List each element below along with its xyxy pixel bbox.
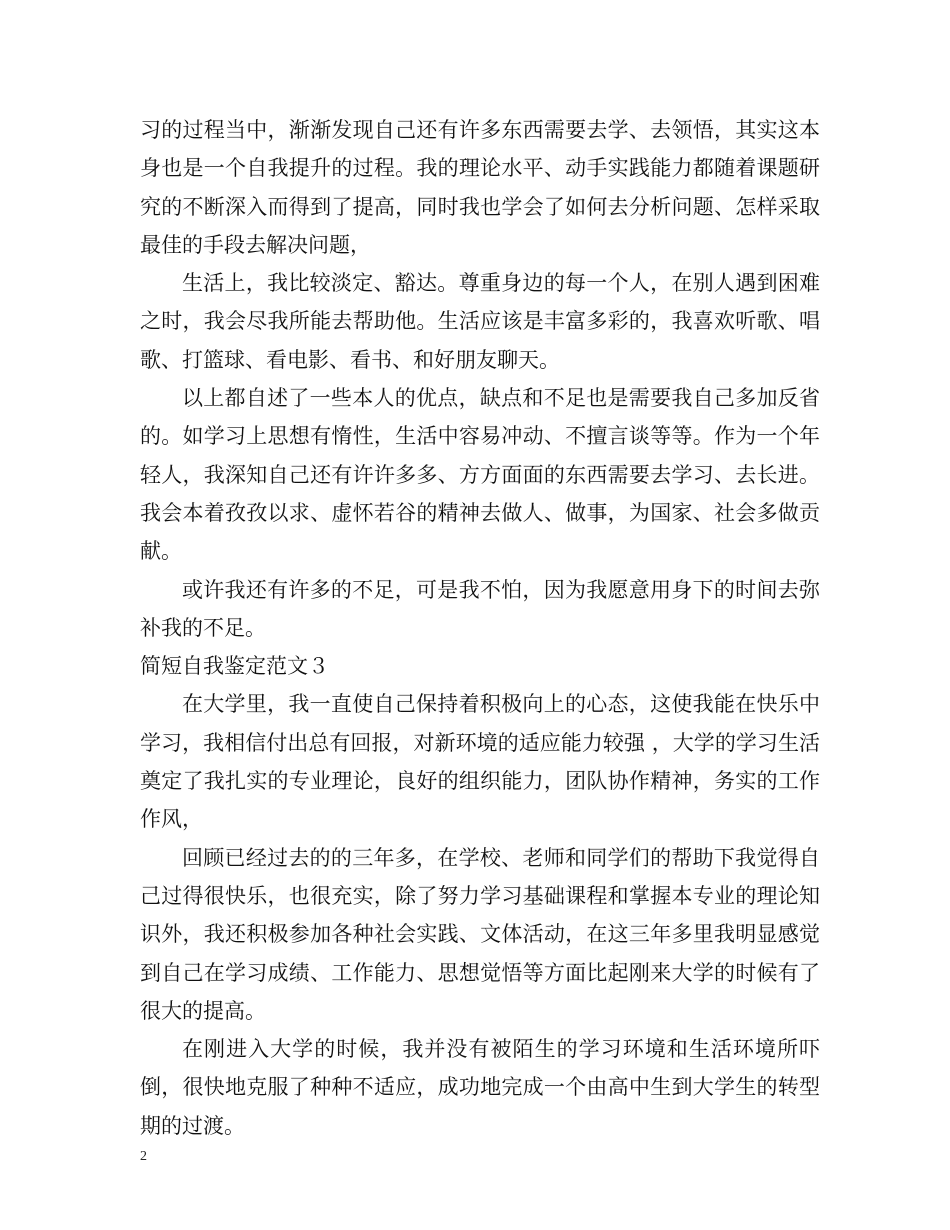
paragraph-continuation: 习的过程当中，渐渐发现自己还有许多东西需要去学、去领悟，其实这本身也是一个自我提升的过程。我的理论水平、动手实践能力都随着课题研究的不断深入而得到了提高，同时我也学会了如何去分析问题、怎样采取最佳的手段去解决问题， [140, 118, 820, 257]
paragraph-review: 回顾已经过去的的三年多，在学校、老师和同学们的帮助下我觉得自己过得很快乐，也很充实，除了努力学习基础课程和掌握本专业的理论知识外，我还积极参加各种社会实践、文体活动，在这三年多里我明显感觉到自己在学习成绩、工作能力、思想觉悟等方面比起刚来大学的时候有了很大的提高。 [140, 845, 820, 1023]
paragraph-life: 生活上，我比较淡定、豁达。尊重身边的每一个人，在别人遇到困难之时，我会尽我所能去帮助他。生活应该是丰富多彩的，我喜欢听歌、唱歌、打篮球、看电影、看书、和好朋友聊天。 [140, 271, 820, 372]
paragraph-strengths-weaknesses: 以上都自述了一些本人的优点，缺点和不足也是需要我自己多加反省的。如学习上思想有惰性，生活中容易冲动、不擅言谈等等。作为一个年轻人，我深知自己还有许许多多、方方面面的东西需要去学习、去长进。我会本着孜孜以求、虚怀若谷的精神去做人、做事，为国家、社会多做贡献。 [140, 386, 820, 564]
paragraph-transition: 在刚进入大学的时候，我并没有被陌生的学习环境和生活环境所吓倒，很快地克服了种种不适应，成功地完成一个由高中生到大学生的转型期的过渡。 [140, 1037, 820, 1138]
section-heading: 简短自我鉴定范文３ [140, 654, 329, 679]
paragraph-university-attitude: 在大学里，我一直使自己保持着积极向上的心态，这使我能在快乐中学习，我相信付出总有回报，对新环境的适应能力较强 ，大学的学习生活奠定了我扎实的专业理论，良好的组织能力，团队协作精神，务实的工作作风， [140, 692, 820, 832]
document-body [140, 111, 820, 1145]
page-number: 2 [140, 1149, 147, 1164]
paragraph-shortcomings: 或许我还有许多的不足，可是我不怕，因为我愿意用身下的时间去弥补我的不足。 [140, 577, 820, 640]
